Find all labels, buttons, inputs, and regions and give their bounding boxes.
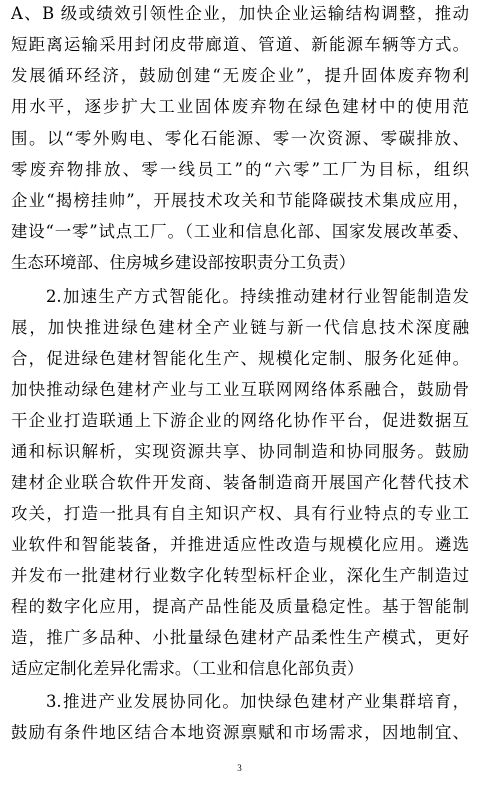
- text-line: 生态环境部、住房城乡建设部按职责分工负责）: [11, 253, 356, 272]
- text-line: 鼓励有条件地区结合本地资源禀赋和市场需求，因地制宜、: [11, 723, 469, 742]
- text-line: 并发布一批建材行业数字化转型标杆企业，深化生产制造过: [11, 566, 469, 585]
- text-line: 发展循环经济，鼓励创建“无废企业”，提升固体废弃物利: [11, 66, 469, 85]
- text-line: 企业“揭榜挂帅”，开展技术攻关和节能降碳技术集成应用，: [11, 191, 469, 210]
- text-line: 展，加快推进绿色建材全产业链与新一代信息技术深度融: [11, 318, 469, 337]
- text-line: 建设“一零”试点工厂。（工业和信息化部、国家发展改革委、: [11, 222, 469, 241]
- text-line: 零废弃物排放、零一线员工”的“六零”工厂为目标，组织: [11, 160, 469, 179]
- text-line: 攻关，打造一批具有自主知识产权、具有行业特点的专业工: [11, 504, 469, 523]
- text-line: A、B 级或绩效引领性企业，加快企业运输结构调整，推动: [11, 4, 469, 23]
- text-line: 建材企业联合软件开发商、装备制造商开展国产化替代技术: [11, 473, 469, 492]
- paragraph-heading-line: 3.推进产业发展协同化。加快绿色建材产业集群培育，: [46, 692, 469, 711]
- text-line: 加快推动绿色建材产业与工业互联网网络体系融合，鼓励骨: [11, 380, 469, 399]
- text-line: 程的数字化应用，提高产品性能及质量稳定性。基于智能制: [11, 597, 469, 616]
- text-line: 通和标识解析，实现资源共享、协同制造和协同服务。鼓励: [11, 442, 469, 461]
- text-line: 干企业打造联通上下游企业的网络化协作平台，促进数据互: [11, 411, 469, 430]
- text-line: 合，促进绿色建材智能化生产、规模化定制、服务化延伸。: [11, 349, 469, 368]
- page-number: 3: [237, 763, 242, 773]
- text-line: 围。以“零外购电、零化石能源、零一次资源、零碳排放、: [11, 129, 469, 148]
- text-line: 适应定制化差异化需求。（工业和信息化部负责）: [11, 659, 364, 678]
- text-line: 短距离运输采用封闭皮带廊道、管道、新能源车辆等方式。: [11, 35, 469, 54]
- text-line: 用水平，逐步扩大工业固体废弃物在绿色建材中的使用范: [11, 97, 469, 116]
- paragraph-heading-line: 2.加速生产方式智能化。持续推动建材行业智能制造发: [46, 287, 469, 306]
- text-line: 业软件和智能装备，并推进适应性改造与规模化应用。遴选: [11, 535, 469, 554]
- text-line: 造，推广多品种、小批量绿色建材产品柔性生产模式，更好: [11, 628, 469, 647]
